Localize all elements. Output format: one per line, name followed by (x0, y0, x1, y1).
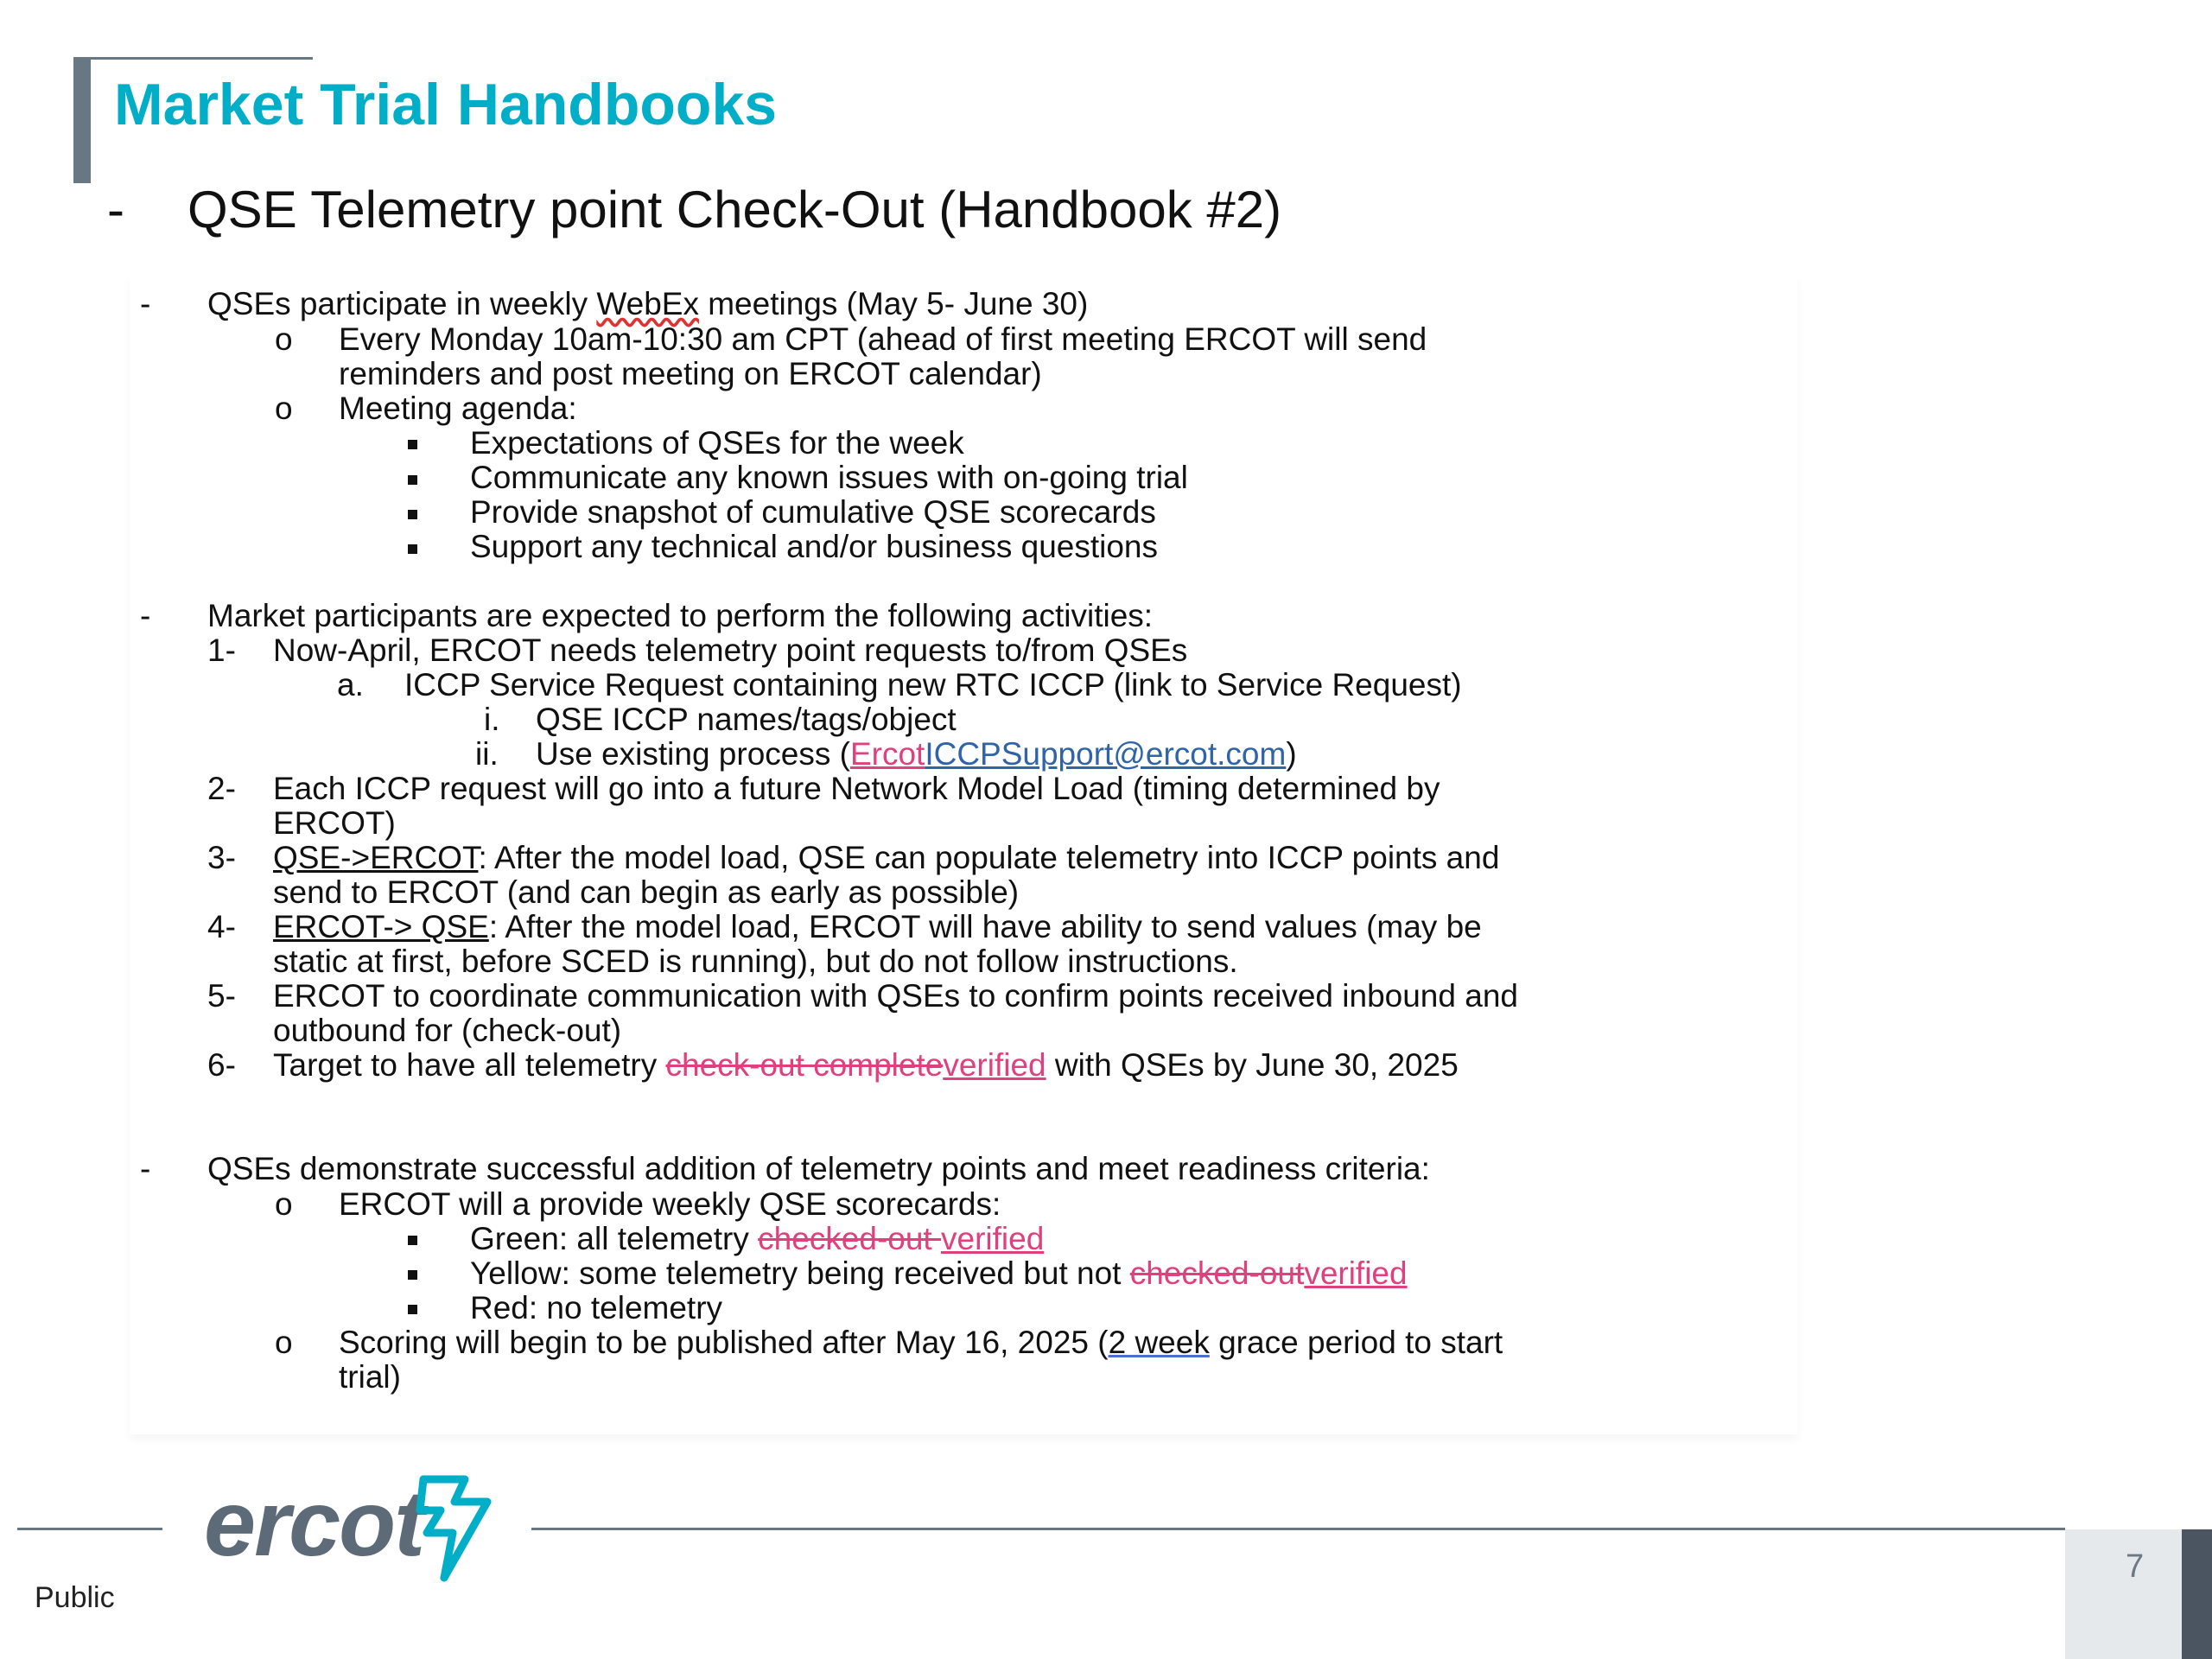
n6-text (273, 1048, 1459, 1083)
ercot-logo-text: ercot (204, 1471, 424, 1575)
green-text: Green: all telemetry (470, 1221, 759, 1256)
green-inserted: verified (941, 1221, 1045, 1256)
agenda-bullet (408, 440, 417, 449)
ercot-logo (204, 1469, 498, 1590)
scorecard-bullet (408, 1305, 417, 1314)
n3-rest: : After the model load, QSE can populate telemetry into ICCP points and (478, 840, 1500, 875)
n6-inserted: verified (943, 1047, 1046, 1083)
footer-rule-left (17, 1528, 162, 1530)
n1-text: Now-April, ERCOT needs telemetry point requests to/from QSEs (273, 632, 1188, 668)
agenda-item: Support any technical and/or business questions (470, 529, 1159, 564)
agenda-item: Expectations of QSEs for the week (470, 425, 964, 461)
n3-underlined: QSE->ERCOT (273, 840, 479, 875)
section1-bullet: - (140, 286, 151, 321)
o2-line2: trial) (339, 1359, 401, 1395)
n6-num: 6- (207, 1047, 236, 1083)
yellow-deleted: checked-out (1129, 1255, 1305, 1291)
n2-line2: ERCOT) (273, 805, 396, 841)
sub1-line2: reminders and post meeting on ERCOT calendar) (339, 356, 1042, 391)
n1-num: 1- (207, 632, 236, 668)
n6-deleted: check-out complete (665, 1047, 944, 1083)
o2-text-b: grace period to start (1209, 1325, 1503, 1360)
subtitle (107, 180, 1281, 239)
page-title: Market Trial Handbooks (114, 72, 778, 137)
sub2-line1: Meeting agenda: (339, 391, 577, 426)
section1-text-b: meetings (May 5- June 30) (698, 286, 1089, 321)
agenda-bullet (408, 510, 417, 519)
n3-line1 (273, 841, 1499, 875)
n1aii-text (536, 737, 1297, 772)
scorecard-green (470, 1222, 1044, 1256)
n5-num: 5- (207, 978, 236, 1014)
n4-line2: static at first, before SCED is running), but do not follow instructions. (273, 944, 1238, 979)
scorecard-bullet (408, 1236, 417, 1245)
iccp-support-email-link[interactable]: ICCPSupport@ercot.com (925, 736, 1287, 772)
classification-label: Public (35, 1581, 115, 1614)
n1aii-inserted-ercot: Ercot (849, 736, 925, 772)
yellow-inserted: verified (1304, 1255, 1408, 1291)
title-accent-bar (73, 59, 91, 183)
agenda-bullet (408, 544, 417, 554)
n1ai-text: QSE ICCP names/tags/object (536, 702, 957, 737)
n4-line1 (273, 910, 1482, 944)
document-image (130, 276, 1797, 1434)
section1-text-a: QSEs participate in weekly (207, 286, 597, 321)
n5-line1: ERCOT to coordinate communication with QSEs to confirm points received inbound and (273, 978, 1518, 1014)
n6-text-b: with QSEs by June 30, 2025 (1046, 1047, 1459, 1083)
subtitle-text: QSE Telemetry point Check-Out (Handbook #2) (188, 181, 1282, 238)
scorecard-bullet (408, 1270, 417, 1280)
section2-heading: Market participants are expected to perform the following activities: (207, 598, 1154, 633)
green-deleted: checked-out (758, 1221, 941, 1256)
title-accent-line (73, 57, 313, 60)
n1a-mark: a. (337, 667, 364, 702)
n4-rest: : After the model load, ERCOT will have ability to send values (may be (488, 909, 1482, 944)
n3-line2: send to ERCOT (and can begin as early as possible) (273, 874, 1020, 910)
sub1-bullet: o (275, 321, 293, 357)
sub2-bullet: o (275, 391, 293, 426)
n3-num: 3- (207, 840, 236, 875)
o2-text-a: Scoring will begin to be published after May 16, 2025 ( (339, 1325, 1109, 1360)
n1ai-mark: i. (484, 702, 500, 737)
o1-text: ERCOT will a provide weekly QSE scorecards: (339, 1186, 1001, 1222)
page-number-bar (2182, 1529, 2212, 1659)
section1-heading (207, 287, 1088, 321)
sub1-line1: Every Monday 10am-10:30 am CPT (ahead of first meeting ERCOT will send (339, 321, 1427, 357)
section1-webex: WebEx (596, 286, 699, 321)
n5-line2: outbound for (check-out) (273, 1013, 622, 1048)
n6-text-a: Target to have all telemetry (273, 1047, 666, 1083)
n1aii-mark: ii. (475, 736, 499, 772)
lightning-bolt-icon (404, 1472, 499, 1585)
n2-num: 2- (207, 771, 236, 806)
o2-underlined: 2 week (1108, 1325, 1210, 1360)
section2-bullet: - (140, 598, 151, 633)
agenda-item: Communicate any known issues with on-going trial (470, 460, 1188, 495)
subtitle-bullet: - (107, 181, 124, 238)
section3-bullet: - (140, 1151, 151, 1186)
o1-bullet: o (275, 1186, 293, 1222)
page-number: 7 (2126, 1548, 2145, 1585)
agenda-item: Provide snapshot of cumulative QSE scorecards (470, 494, 1156, 530)
o2-line1 (339, 1325, 1503, 1360)
page-number-box (2065, 1529, 2182, 1659)
footer-rule-right (531, 1528, 2065, 1530)
n1a-text: ICCP Service Request containing new RTC ICCP (link to Service Request) (404, 667, 1462, 702)
n1aii-text-b: ) (1286, 736, 1297, 772)
n1aii-text-a: Use existing process ( (536, 736, 850, 772)
agenda-bullet (408, 475, 417, 485)
n2-line1: Each ICCP request will go into a future Network Model Load (timing determined by (273, 771, 1440, 806)
n4-num: 4- (207, 909, 236, 944)
o2-bullet: o (275, 1325, 293, 1360)
scorecard-red: Red: no telemetry (470, 1290, 723, 1325)
n4-underlined: ERCOT-> QSE (273, 909, 489, 944)
scorecard-yellow (470, 1256, 1408, 1291)
section3-heading: QSEs demonstrate successful addition of telemetry points and meet readiness criteria: (207, 1151, 1430, 1186)
yellow-text: Yellow: some telemetry being received but not (470, 1255, 1130, 1291)
